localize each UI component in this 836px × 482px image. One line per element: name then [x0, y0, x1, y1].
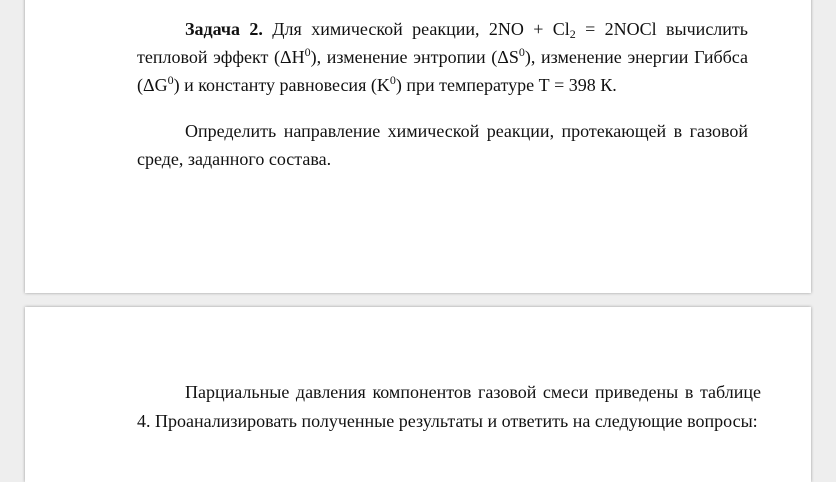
task-paragraph: [137, 15, 748, 43]
enthalpy-superscript: 0: [304, 45, 311, 59]
task-label: Задача 2.: [185, 19, 263, 39]
gibbs-symbol-text: (ΔG: [137, 75, 168, 95]
direction-text: Определить направление химической реакции, протекающей в газовой среде, заданного состава.: [137, 121, 748, 169]
reaction-text-end: = 2NOCl вычислить: [585, 19, 748, 39]
chlorine-subscript: 2: [569, 27, 576, 41]
entropy-text: ), изменение энтропии (ΔS: [310, 47, 519, 67]
enthalpy-text: тепловой эффект (ΔH: [137, 47, 305, 67]
reaction-text-start: Для химической реакции, 2NO + Cl: [272, 19, 570, 39]
gibbs-superscript: 0: [167, 73, 174, 87]
task-line-3: [137, 71, 748, 99]
task-line-1: [89, 15, 748, 43]
pressure-text: Парциальные давления компонентов газовой смеси приведены в таблице 4. Проанализировать полученные результаты и ответить на следующие вопросы:: [137, 382, 761, 431]
direction-paragraph: [137, 117, 748, 173]
task-line-2: [137, 43, 748, 71]
gibbs-text: ), изменение энергии Гиббса: [524, 47, 748, 67]
equilibrium-superscript: 0: [389, 73, 396, 87]
entropy-superscript: 0: [518, 45, 525, 59]
temperature-text: ) при температуре Т = 398 К.: [395, 75, 617, 95]
pressure-paragraph: [137, 378, 761, 436]
equilibrium-text: ) и константу равновесия (K: [173, 75, 390, 95]
